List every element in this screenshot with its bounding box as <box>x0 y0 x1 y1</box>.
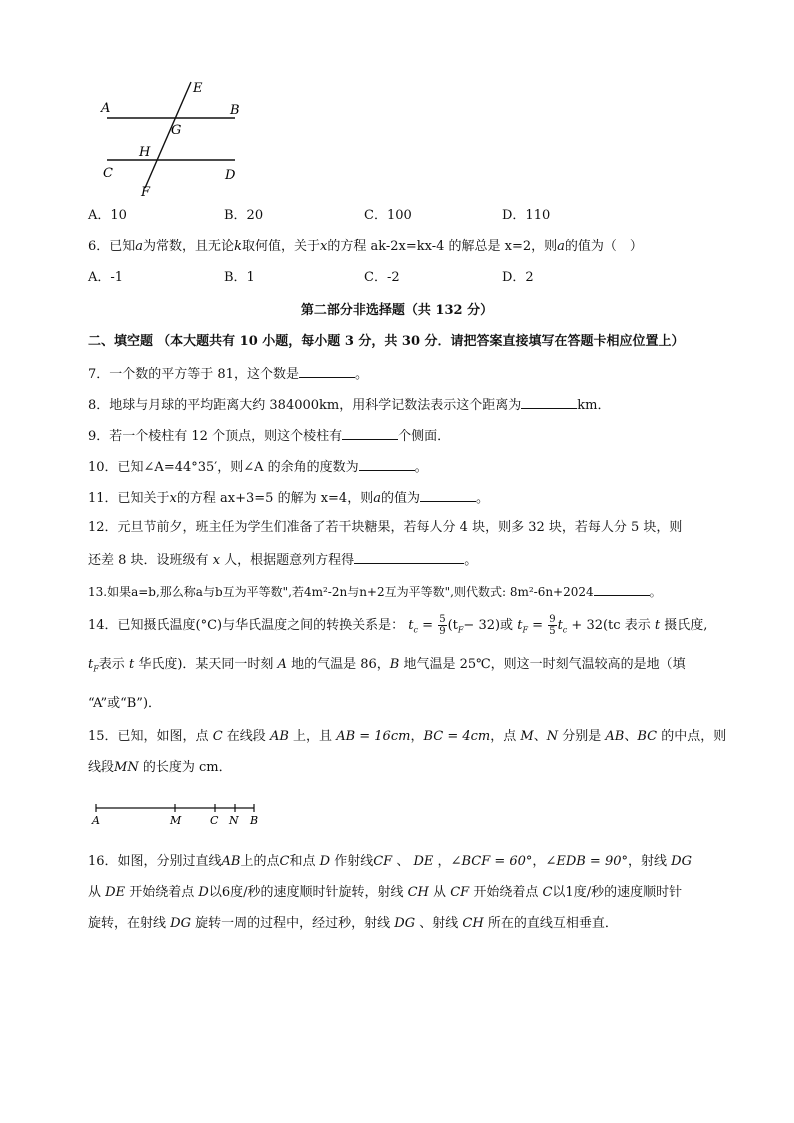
label-n: N <box>229 814 239 827</box>
answer-blank <box>354 549 464 564</box>
question-15-line1: 15．已知，如图，点 C 在线段 AB 上，且 AB = 16cm，BC = 4cm，点 M、N 分别是 AB、BC 的中点，则 <box>88 729 727 744</box>
question-11: 11．已知关于x的方程 ax+3=5 的解为 x=4，则a的值为 。 <box>88 487 489 509</box>
question-8: 8．地球与月球的平均距离大约 384000km，用科学记数法表示这个距离为 km． <box>88 394 610 416</box>
answer-blank <box>521 394 577 409</box>
label-m: M <box>170 814 182 827</box>
answer-blank <box>299 363 355 378</box>
label-c: C <box>103 166 113 181</box>
label-d: D <box>225 168 236 183</box>
line-ef <box>145 82 191 188</box>
part2-title: 第二部分非选择题（共 132 分） <box>300 303 494 318</box>
question-16-line3: 旋转，在射线 DG 旋转一周的过程中，经过秒，射线 DG 、射线 CH 所在的直线互相垂直． <box>88 916 618 931</box>
question-6: 6．已知a为常数，且无论k取何值，关于x的方程 ak-2x=kx-4 的解总是 x=2，则a的值为（ ） <box>88 239 643 254</box>
q6-option-b: B．1 <box>224 270 255 285</box>
question-16-line2: 从 DE 开始绕着点 D以6度/秒的速度顺时针旋转，射线 CH 从 CF 开始绕着点 C以1度/秒的速度顺时针 <box>88 885 683 900</box>
label-g: G <box>171 123 182 138</box>
q5-option-b: B．20 <box>224 208 264 223</box>
question-12-line1: 12．元旦节前夕，班主任为学生们准备了若干块糖果，若每人分 4 块，则多 32 块，若每人分 5 块，则 <box>88 520 683 535</box>
q6-option-d: D．2 <box>502 270 534 285</box>
label-h: H <box>139 145 151 160</box>
section2-header: 二、填空题 （本大题共有 10 小题，每小题 3 分，共 30 分．请把答案直接填写在答题卡相应位置上） <box>88 334 685 349</box>
q6-option-c: C．-2 <box>364 270 400 285</box>
label-a: A <box>92 814 100 827</box>
answer-blank <box>359 456 415 471</box>
question-12-line2: 还差 8 块．设班级有 x 人，根据题意列方程得 。 <box>88 549 477 571</box>
answer-blank <box>594 581 650 596</box>
fraction-5-9: $\frac{5}{9}$ <box>439 614 446 637</box>
q5-option-d: D．110 <box>502 208 551 223</box>
parallel-lines-figure <box>95 78 255 203</box>
question-14-line2: $t_F$表示 t 华氏度)．某天同一时刻 A 地的气温是 86，B 地气温是 25℃，则这一时刻气温较高的是地（填 <box>88 657 686 674</box>
label-c: C <box>210 814 219 827</box>
question-15-line2: 线段MN 的长度为 cm． <box>88 760 232 775</box>
segment-figure <box>88 798 268 832</box>
question-10: 10．已知∠A=44°35′，则∠A 的余角的度数为 。 <box>88 456 428 478</box>
answer-blank <box>420 487 476 502</box>
q5-option-a: A．10 <box>88 208 127 223</box>
question-14-line1: 14．已知摄氏温度(°C)与华氏温度之间的转换关系是： $t_c$ = $\frac{5}{9}$ $(t_F- 32)$或 $t_F$ = $\frac{9}{5}$ $t_c + 32(tc$ 表示 t 摄氏度, <box>88 614 708 637</box>
label-b: B <box>230 103 240 118</box>
label-f: F <box>141 185 151 200</box>
q5-option-c: C．100 <box>364 208 412 223</box>
label-e: E <box>193 81 203 96</box>
question-9: 9．若一个棱柱有 12 个顶点，则这个棱柱有 个侧面． <box>88 425 450 447</box>
question-16-line1: 16．如图，分别过直线AB上的点C和点 D 作射线CF 、 DE ，∠BCF = 60°，∠EDB = 90°，射线 DG <box>88 854 692 869</box>
question-14-line3: “A”或“B”)． <box>88 696 162 711</box>
label-b: B <box>250 814 259 827</box>
question-13: 13.如果a=b,那么称a与b互为平等数",若4m²-2n与n+2互为平等数",则代数式: 8m²-6n+2024 。 <box>88 581 662 602</box>
answer-blank <box>342 425 398 440</box>
q6-option-a: A．-1 <box>88 270 124 285</box>
fraction-9-5: $\frac{9}{5}$ <box>549 614 556 637</box>
question-7: 7．一个数的平方等于 81，这个数是 。 <box>88 363 368 385</box>
label-a: A <box>101 101 111 116</box>
